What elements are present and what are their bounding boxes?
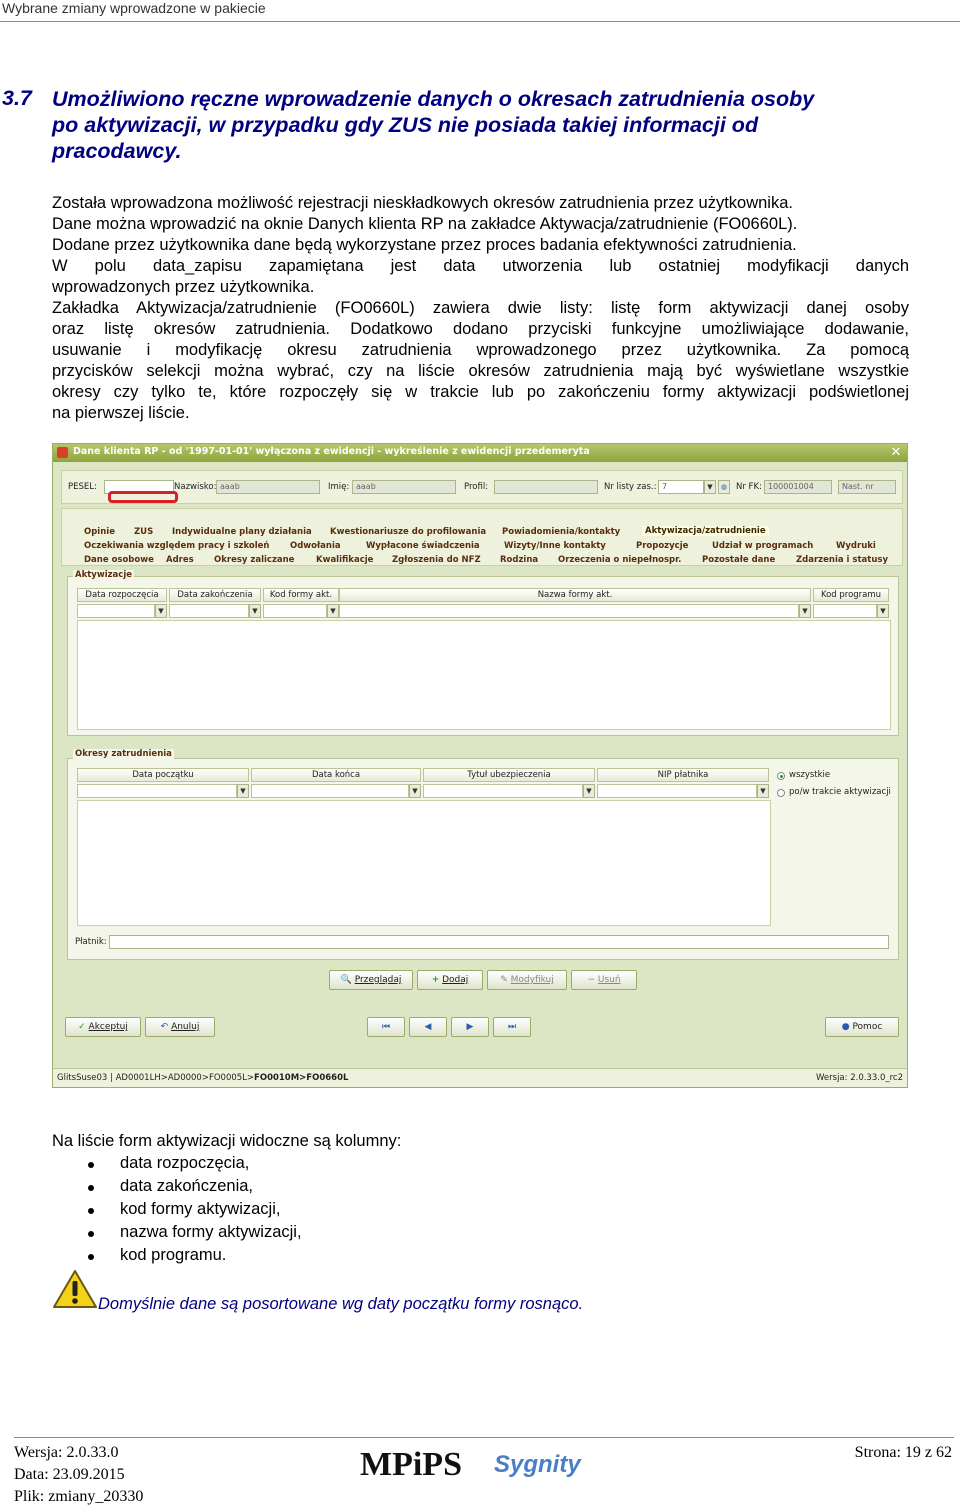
footer-plik: Plik: zmiany_20330 [14, 1488, 144, 1505]
search-icon[interactable]: ◍ [718, 480, 730, 494]
nr-fk-label: Nr FK: [736, 482, 762, 492]
edit-icon: ✎ [500, 975, 508, 985]
tab-oczekiwania[interactable]: Oczekiwania względem pracy i szkoleń [84, 541, 270, 551]
body-line: W polu data_zapisu zapamiętana jest data utworzenia lub ostatniej modyfikacji danych [52, 257, 909, 275]
nr-listy-field[interactable]: 7 [658, 480, 704, 494]
tab-kwalifikacje[interactable]: Kwalifikacje [316, 555, 374, 565]
platnik-field[interactable] [109, 935, 889, 949]
body-line: Została wprowadzona możliwość rejestracji nieskładkowych okresów zatrudnienia przez użytkownika. [52, 194, 793, 212]
tab-dane-osobowe[interactable]: Dane osobowe [84, 555, 154, 565]
tab-zdarzenia[interactable]: Zdarzenia i statusy [796, 555, 888, 565]
pesel-label: PESEL: [68, 482, 97, 492]
radio-wszystkie-label: wszystkie [789, 770, 831, 780]
app-icon [57, 447, 68, 458]
list-item: kod formy aktywizacji, [120, 1200, 281, 1218]
list-item: data zakończenia, [120, 1177, 254, 1195]
bullet [88, 1208, 94, 1214]
close-icon[interactable]: ✕ [890, 445, 902, 460]
col-data-zakonczenia[interactable]: Data zakończenia [169, 588, 261, 602]
next-record-button[interactable] [451, 1017, 489, 1037]
anuluj-button[interactable]: ↶ Anuluj [145, 1017, 215, 1037]
nast-nr-field[interactable]: Nast. nr [838, 480, 896, 494]
pesel-highlight-marker [108, 491, 178, 503]
nr-listy-label: Nr listy zas.: [604, 482, 657, 492]
aktywizacje-grid[interactable] [77, 620, 891, 730]
client-search-bar [61, 470, 903, 504]
running-title: Wybrane zmiany wprowadzone w pakiecie [2, 0, 266, 16]
aktywizacje-label: Aktywizacje [75, 570, 133, 580]
minus-icon: − [587, 975, 595, 985]
akceptuj-button[interactable]: ✓ Akceptuj [65, 1017, 141, 1037]
col-nip-platnika[interactable]: NIP płatnika [597, 768, 769, 782]
radio-po-aktywizacji[interactable] [777, 789, 785, 797]
window-title: Dane klienta RP - od '1997-01-01' wyłączona z ewidencji - wykreślenie z ewidencji przedemeryta [73, 446, 590, 457]
nr-fk-field[interactable]: 100001004 [764, 480, 832, 494]
footer-wersja: Wersja: 2.0.33.0 [14, 1444, 119, 1461]
section-number: 3.7 [2, 86, 32, 110]
filter-kod-formy[interactable] [263, 604, 327, 618]
status-path: GlitsSuse03 | AD0001LH>AD0000>FO0005L>FO0010M>FO0660L [57, 1073, 349, 1083]
filter-data-rozpoczecia[interactable] [77, 604, 155, 618]
body-line: oraz listę okresów zatrudnienia. Dodatkowo dodano przyciski funkcyjne umożliwiające dodawanie, [52, 320, 909, 338]
tab-wydruki[interactable]: Wydruki [836, 541, 876, 551]
body-line: Dane można wprowadzić na oknie Danych klienta RP na zakładce Aktywacja/zatrudnienie (FO0660L). [52, 215, 798, 233]
col-kod-programu[interactable]: Kod programu [813, 588, 889, 602]
chevron-down-icon[interactable]: ▼ [757, 784, 769, 798]
nr-listy-dropdown[interactable]: ▼ [704, 480, 716, 494]
footer-data: Data: 23.09.2015 [14, 1466, 125, 1483]
list-intro: Na liście form aktywizacji widoczne są kolumny: [52, 1132, 402, 1150]
tab-kwestionariusze[interactable]: Kwestionariusze do profilowania [330, 527, 487, 537]
header-rule [0, 21, 960, 22]
chevron-down-icon[interactable]: ▼ [327, 604, 339, 618]
filter-tytul[interactable] [423, 784, 583, 798]
footer-rule [14, 1437, 954, 1438]
col-tytul-ubezpieczenia[interactable]: Tytuł ubezpieczenia [423, 768, 595, 782]
body-line: Zakładka Aktywizacja/zatrudnienie (FO0660L) zawiera dwie listy: listę form aktywizacji danej osoby [52, 299, 909, 317]
section-title-line: po aktywizacji, w przypadku gdy ZUS nie posiada takiej informacji od [52, 113, 759, 137]
tab-propozycje[interactable]: Propozycje [636, 541, 689, 551]
tab-ipd[interactable]: Indywidualne plany działania [172, 527, 312, 537]
tab-odwolania[interactable]: Odwołania [290, 541, 341, 551]
profil-field[interactable] [494, 480, 598, 494]
tab-orzeczenia[interactable]: Orzeczenia o niepełnospr. [558, 555, 682, 565]
modyfikuj-button[interactable]: ✎ Modyfikuj [487, 970, 567, 990]
col-data-konca[interactable]: Data końca [251, 768, 421, 782]
tab-rodzina[interactable]: Rodzina [500, 555, 539, 565]
usun-button[interactable]: − Usuń [571, 970, 637, 990]
app-window [52, 443, 908, 1088]
przegladaj-button[interactable]: 🔍 Przeglądaj [329, 970, 413, 990]
chevron-down-icon[interactable]: ▼ [249, 604, 261, 618]
tab-pozostale[interactable]: Pozostałe dane [702, 555, 776, 565]
tab-wyplacone[interactable]: Wypłacone świadczenia [366, 541, 480, 551]
plus-icon: + [431, 975, 440, 985]
filter-data-zakonczenia[interactable] [169, 604, 249, 618]
filter-nazwa-formy[interactable] [339, 604, 799, 618]
bullet [88, 1162, 94, 1168]
filter-kod-programu[interactable] [813, 604, 877, 618]
body-line: okresy czy tylko te, które rozpoczęły się w trakcie lub po zakończeniu formy aktywizacji podświetlonej [52, 383, 909, 401]
undo-icon: ↶ [160, 1022, 169, 1032]
okresy-label: Okresy zatrudnienia [75, 749, 172, 759]
filter-data-konca[interactable] [251, 784, 409, 798]
tab-zus[interactable]: ZUS [134, 527, 154, 537]
radio-wszystkie[interactable] [777, 772, 785, 780]
profil-label: Profil: [464, 482, 489, 492]
bullet [88, 1231, 94, 1237]
dodaj-button[interactable]: + Dodaj [417, 970, 483, 990]
imie-field[interactable]: aaab [352, 480, 456, 494]
tab-okresy-zaliczane[interactable]: Okresy zaliczane [214, 555, 295, 565]
help-icon: ● [841, 1022, 850, 1032]
section-title-line: Umożliwiono ręczne wprowadzenie danych o okresach zatrudnienia osoby [52, 87, 815, 111]
page-header [0, 0, 960, 20]
tab-powiadomienia[interactable]: Powiadomienia/kontakty [502, 527, 621, 537]
imie-label: Imię: [328, 482, 350, 492]
chevron-down-icon[interactable]: ▼ [799, 604, 811, 618]
list-item: nazwa formy aktywizacji, [120, 1223, 302, 1241]
check-icon: ✓ [78, 1022, 86, 1032]
body-line: usuwanie i modyfikację okresu zatrudnienia wprowadzonego przez użytkownika. Za pomocą [52, 341, 909, 359]
prev-icon: ◀ [424, 1022, 432, 1032]
body-line: na pierwszej liście. [52, 404, 190, 422]
magnifier-icon: 🔍 [340, 975, 352, 985]
footer-page: Strona: 19 z 62 [854, 1444, 952, 1461]
body-line: przycisków selekcji można wybrać, czy na liście okresów zatrudnienia mają być wyświetlane wszystkie [52, 362, 909, 380]
col-nazwa-formy[interactable]: Nazwa formy akt. [339, 588, 811, 602]
first-icon: ⏮ [381, 1022, 391, 1032]
next-icon: ▶ [466, 1022, 474, 1032]
bullet [88, 1254, 94, 1260]
tab-adres[interactable]: Adres [166, 555, 194, 565]
col-data-poczatku[interactable]: Data początku [77, 768, 249, 782]
tab-aktywizacja[interactable]: Aktywizacja/zatrudnienie [642, 526, 769, 536]
status-bar [53, 1068, 908, 1088]
chevron-down-icon[interactable]: ▼ [583, 784, 595, 798]
nazwisko-field[interactable]: aaab [216, 480, 320, 494]
col-kod-formy[interactable]: Kod formy akt. [263, 588, 339, 602]
nazwisko-label: Nazwisko: [174, 482, 217, 492]
tab-udzial[interactable]: Udział w programach [712, 541, 814, 551]
bullet [88, 1185, 94, 1191]
col-data-rozpoczecia[interactable]: Data rozpoczęcia [77, 588, 167, 602]
mpips-logo: MPiPS [360, 1446, 462, 1483]
first-record-button[interactable] [367, 1017, 405, 1037]
body-line: wprowadzonych przez użytkownika. [52, 278, 315, 296]
okresy-grid[interactable] [77, 800, 771, 926]
section-title [52, 86, 932, 164]
tab-wizyty[interactable]: Wizyty/Inne kontakty [504, 541, 606, 551]
chevron-down-icon[interactable]: ▼ [237, 784, 249, 798]
tab-nfz[interactable]: Zgłoszenia do NFZ [392, 555, 481, 565]
chevron-down-icon[interactable]: ▼ [877, 604, 889, 618]
filter-nip[interactable] [597, 784, 757, 798]
last-icon: ⏭ [507, 1022, 517, 1032]
list-item: data rozpoczęcia, [120, 1154, 250, 1172]
sygnity-logo: Sygnity [494, 1451, 581, 1478]
last-record-button[interactable] [493, 1017, 531, 1037]
tab-opinie[interactable]: Opinie [84, 527, 115, 537]
note-text: Domyślnie dane są posortowane wg daty początku formy rosnąco. [98, 1295, 584, 1313]
window-title-bar [53, 444, 908, 462]
tabs-panel [61, 508, 903, 566]
warning-icon [52, 1268, 98, 1310]
prev-record-button[interactable] [409, 1017, 447, 1037]
pomoc-button[interactable]: ● Pomoc [825, 1017, 899, 1037]
filter-data-poczatku[interactable] [77, 784, 237, 798]
radio-po-aktywizacji-label: po/w trakcie aktywizacji [789, 787, 891, 797]
body-line: Dodane przez użytkownika dane będą wykorzystane przez proces badania efektywności zatrudnienia. [52, 236, 797, 254]
list-item: kod programu. [120, 1246, 227, 1264]
chevron-down-icon[interactable]: ▼ [409, 784, 421, 798]
section-title-line: pracodawcy. [52, 139, 182, 163]
status-version: Wersja: 2.0.33.0_rc2 [816, 1073, 903, 1083]
platnik-label: Płatnik: [75, 937, 107, 947]
chevron-down-icon[interactable]: ▼ [155, 604, 167, 618]
